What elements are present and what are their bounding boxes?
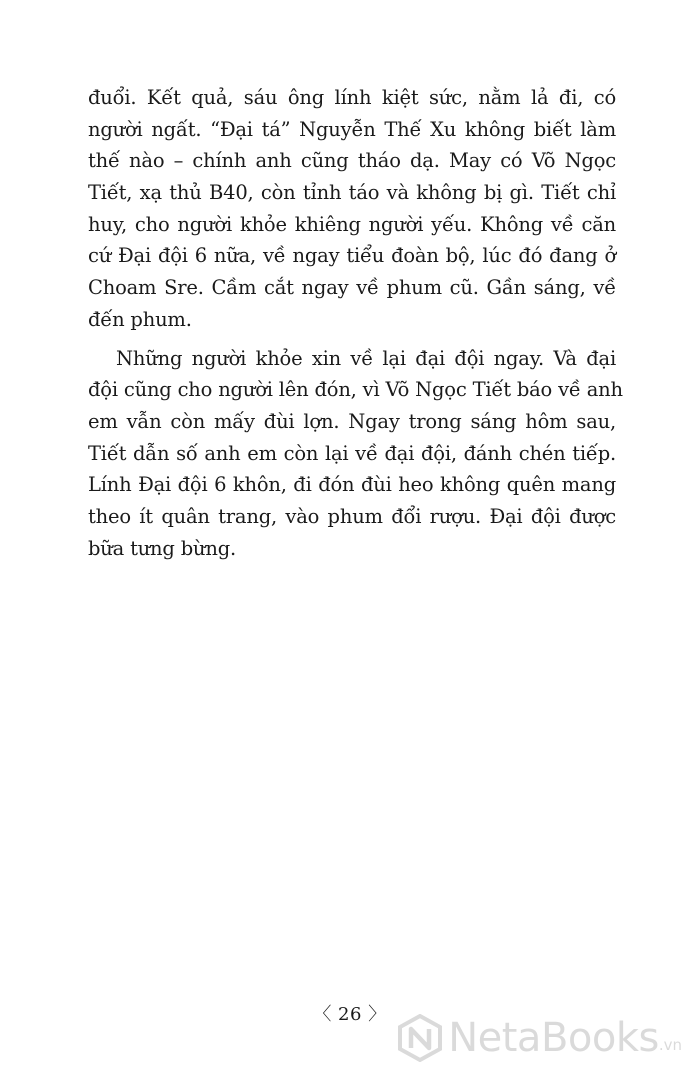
text-line: Choam Sre. Cầm cắt ngay về phum cũ. Gần sáng, về — [88, 276, 616, 300]
text-line: Tiết, xạ thủ B40, còn tỉnh táo và không bị gì. Tiết chỉ — [88, 181, 616, 205]
text-line: Những người khỏe xin về lại đại đội ngay. Và đại — [116, 346, 616, 370]
text-line: bữa tưng bừng. — [88, 536, 236, 560]
text-line: đuổi. Kết quả, sáu ông lính kiệt sức, nằm lả đi, có — [88, 86, 616, 109]
text-line: đội cũng cho người lên đón, vì Võ Ngọc Tiết báo về anh — [88, 378, 623, 402]
text-line: đến phum. — [88, 307, 192, 331]
text-line: em vẫn còn mấy đùi lợn. Ngay trong sáng hôm sau, — [88, 409, 616, 433]
watermark — [396, 1014, 682, 1062]
watermark-brand: NetaBooks — [448, 1015, 659, 1061]
netabooks-logo-icon — [396, 1014, 444, 1062]
watermark-suffix: .vn — [658, 1036, 682, 1054]
text-line: theo ít quân trang, vào phum đổi rượu. Đại đội được — [88, 504, 616, 528]
text-line: huy, cho người khỏe khiêng người yếu. Không về căn — [88, 212, 616, 236]
text-line: Lính Đại đội 6 khôn, đi đón đùi heo không quên mang — [88, 473, 616, 497]
body-text — [88, 82, 623, 564]
text-line: cứ Đại đội 6 nữa, về ngay tiểu đoàn bộ, lúc đó đang ở — [88, 244, 616, 268]
page-number: 〈 26 〉 — [313, 1004, 387, 1025]
paragraph-1 — [88, 82, 616, 336]
paragraph-spacer — [88, 336, 616, 343]
text-line: thế nào – chính anh cũng tháo dạ. May có Võ Ngọc — [88, 149, 616, 173]
text-line: người ngất. “Đại tá” Nguyễn Thế Xu không biết làm — [88, 117, 616, 141]
paragraph-2 — [88, 343, 623, 565]
text-line: Tiết dẫn số anh em còn lại về đại đội, đánh chén tiếp. — [88, 441, 616, 465]
